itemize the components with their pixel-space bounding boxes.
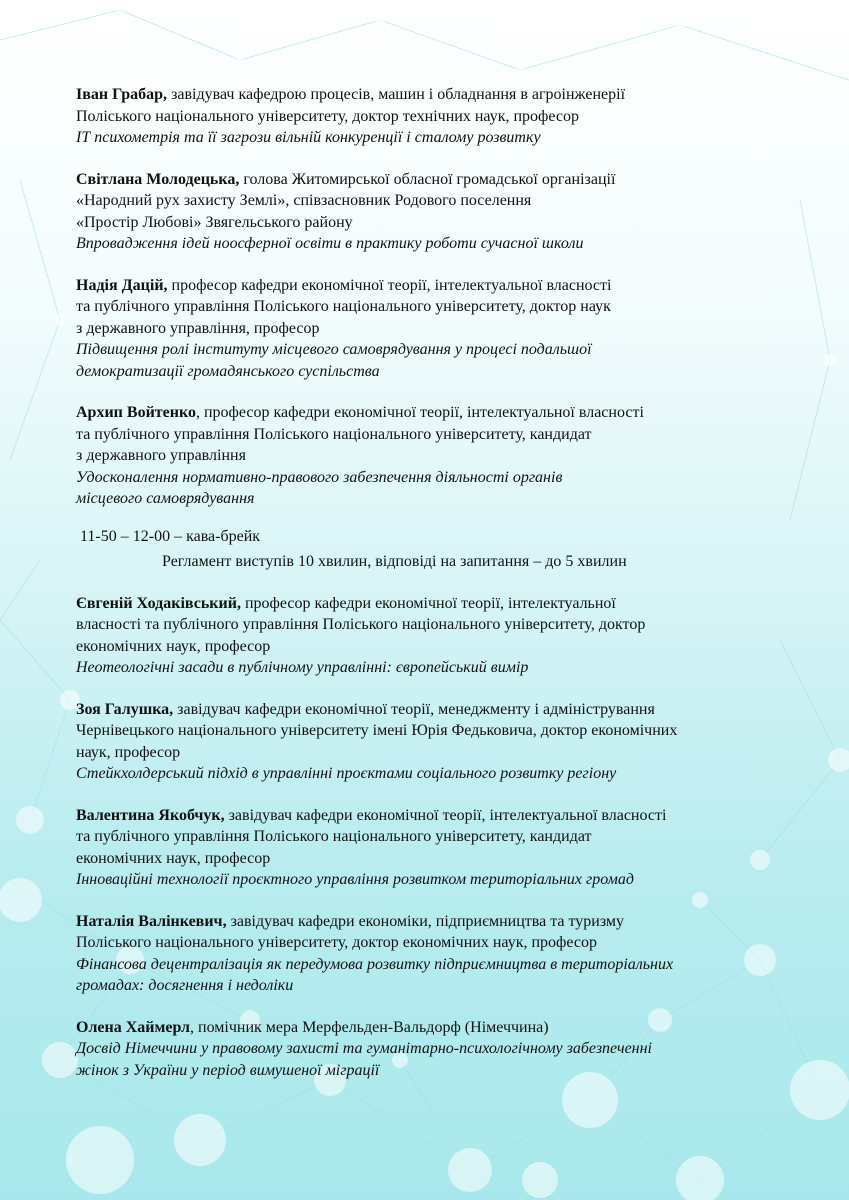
talk-topic: жінок з України у період вимушеної міграції (76, 1061, 380, 1079)
talk-topic: громадах: досягнення і недоліки (76, 977, 294, 994)
speaker-position: «Простір Любові» Звягельського району (76, 213, 353, 231)
speaker-entry (76, 699, 796, 785)
speaker-entry (76, 84, 796, 149)
speaker-position: завідувач кафедрою процесів, машин і обладнання в агроінженерії (167, 86, 626, 103)
speaker-position: Поліського національного університету, доктор економічних наук, професор (76, 934, 597, 951)
speaker-position: професор кафедри економічної теорії, інтелектуальної (240, 594, 616, 612)
speaker-entry (76, 1017, 796, 1082)
speaker-position: завідувач кафедри економічної теорії, інтелектуальної власності (224, 806, 667, 824)
speaker-name: Надія Дацій, (76, 276, 168, 294)
speaker-position: , професор кафедри економічної теорії, інтелектуальної власності (195, 404, 644, 421)
speaker-name: Валентина Якобчук, (76, 806, 225, 824)
speaker-position: з державного управління, професор (76, 319, 320, 337)
talk-topic: Фінансова децентралізація як передумова розвитку підприємництва в територіальних (76, 955, 674, 973)
speaker-entry (76, 402, 796, 510)
speaker-position: «Народний рух захисту Землі», співзасновник Родового поселення (76, 192, 532, 209)
speaker-name: Олена Хаймерл (76, 1018, 190, 1036)
speaker-position: завідувач кафедри економіки, підприємництва та туризму (226, 912, 625, 930)
speaker-entry (76, 169, 796, 255)
talk-topic: Удосконалення нормативно-правового забезпечення діяльності органів (76, 468, 563, 486)
speaker-entry (76, 805, 796, 891)
speaker-position: власності та публічного управління Поліського національного університету, доктор (76, 616, 646, 633)
speaker-name: Світлана Молодецька, (76, 170, 240, 188)
speaker-position: наук, професор (76, 743, 181, 761)
speaker-position: , помічник мера Мерфельден-Вальдорф (Німеччина) (190, 1018, 549, 1036)
talk-topic: Інноваційні технології проєктного управління розвитком територіальних громад (76, 871, 634, 888)
speaker-name: Зоя Галушка, (76, 700, 174, 718)
program-content (76, 84, 796, 1101)
talk-topic: Досвід Німеччини у правовому захисті та гуманітарно-психологічному забезпеченні (76, 1040, 652, 1057)
speaker-position: та публічного управління Поліського національного університету, доктор наук (76, 298, 611, 315)
speaker-entry (76, 911, 796, 997)
speaker-position: з державного управління (76, 447, 246, 464)
speaker-entry (76, 275, 796, 383)
speaker-name: Архип Войтенко (76, 404, 196, 421)
speaker-name: Євгеній Ходаківський, (76, 594, 241, 612)
speaker-position: професор кафедри економічної теорії, інтелектуальної власності (167, 276, 612, 294)
speaker-name: Наталія Валінкевич, (76, 912, 227, 930)
talk-topic: місцевого самоврядування (76, 490, 255, 507)
talk-topic: Підвищення ролі інституту місцевого самоврядування у процесі подальшої (76, 341, 592, 358)
speaker-position: економічних наук, професор (76, 637, 271, 655)
speaker-position: та публічного управління Поліського національного університету, кандидат (76, 425, 592, 443)
speaker-position: та публічного управління Поліського національного університету, кандидат (76, 828, 592, 845)
reglament-note: Регламент виступів 10 хвилин, відповіді на запитання – до 5 хвилин (162, 553, 627, 570)
speaker-position: завідувач кафедри економічної теорії, менеджменту і адміністрування (173, 700, 655, 718)
speaker-position: економічних наук, професор (76, 849, 271, 867)
speaker-position: Чернівецького національного університету імені Юрія Федьковича, доктор економічних (76, 722, 678, 739)
speaker-entry (76, 593, 796, 679)
speaker-position: голова Житомирської обласної громадської організації (239, 170, 616, 188)
talk-topic: демократизації громадянського суспільства (76, 362, 380, 380)
talk-topic: Неотеологічні засади в публічному управлінні: європейський вимір (76, 659, 529, 676)
talk-topic: Стейкхолдерський підхід в управлінні проєктами соціального розвитку регіону (76, 765, 617, 782)
talk-topic: ІТ психометрія та її загрози вільній конкуренції і сталому розвитку (76, 129, 541, 146)
talk-topic: Впровадження ідей ноосферної освіти в практику роботи сучасної школи (76, 235, 584, 252)
speaker-position: Поліського національного університету, доктор технічних наук, професор (76, 107, 579, 125)
coffee-break: 11-50 – 12-00 – кава-брейк (80, 527, 261, 545)
speaker-name: Іван Грабар, (76, 86, 168, 103)
